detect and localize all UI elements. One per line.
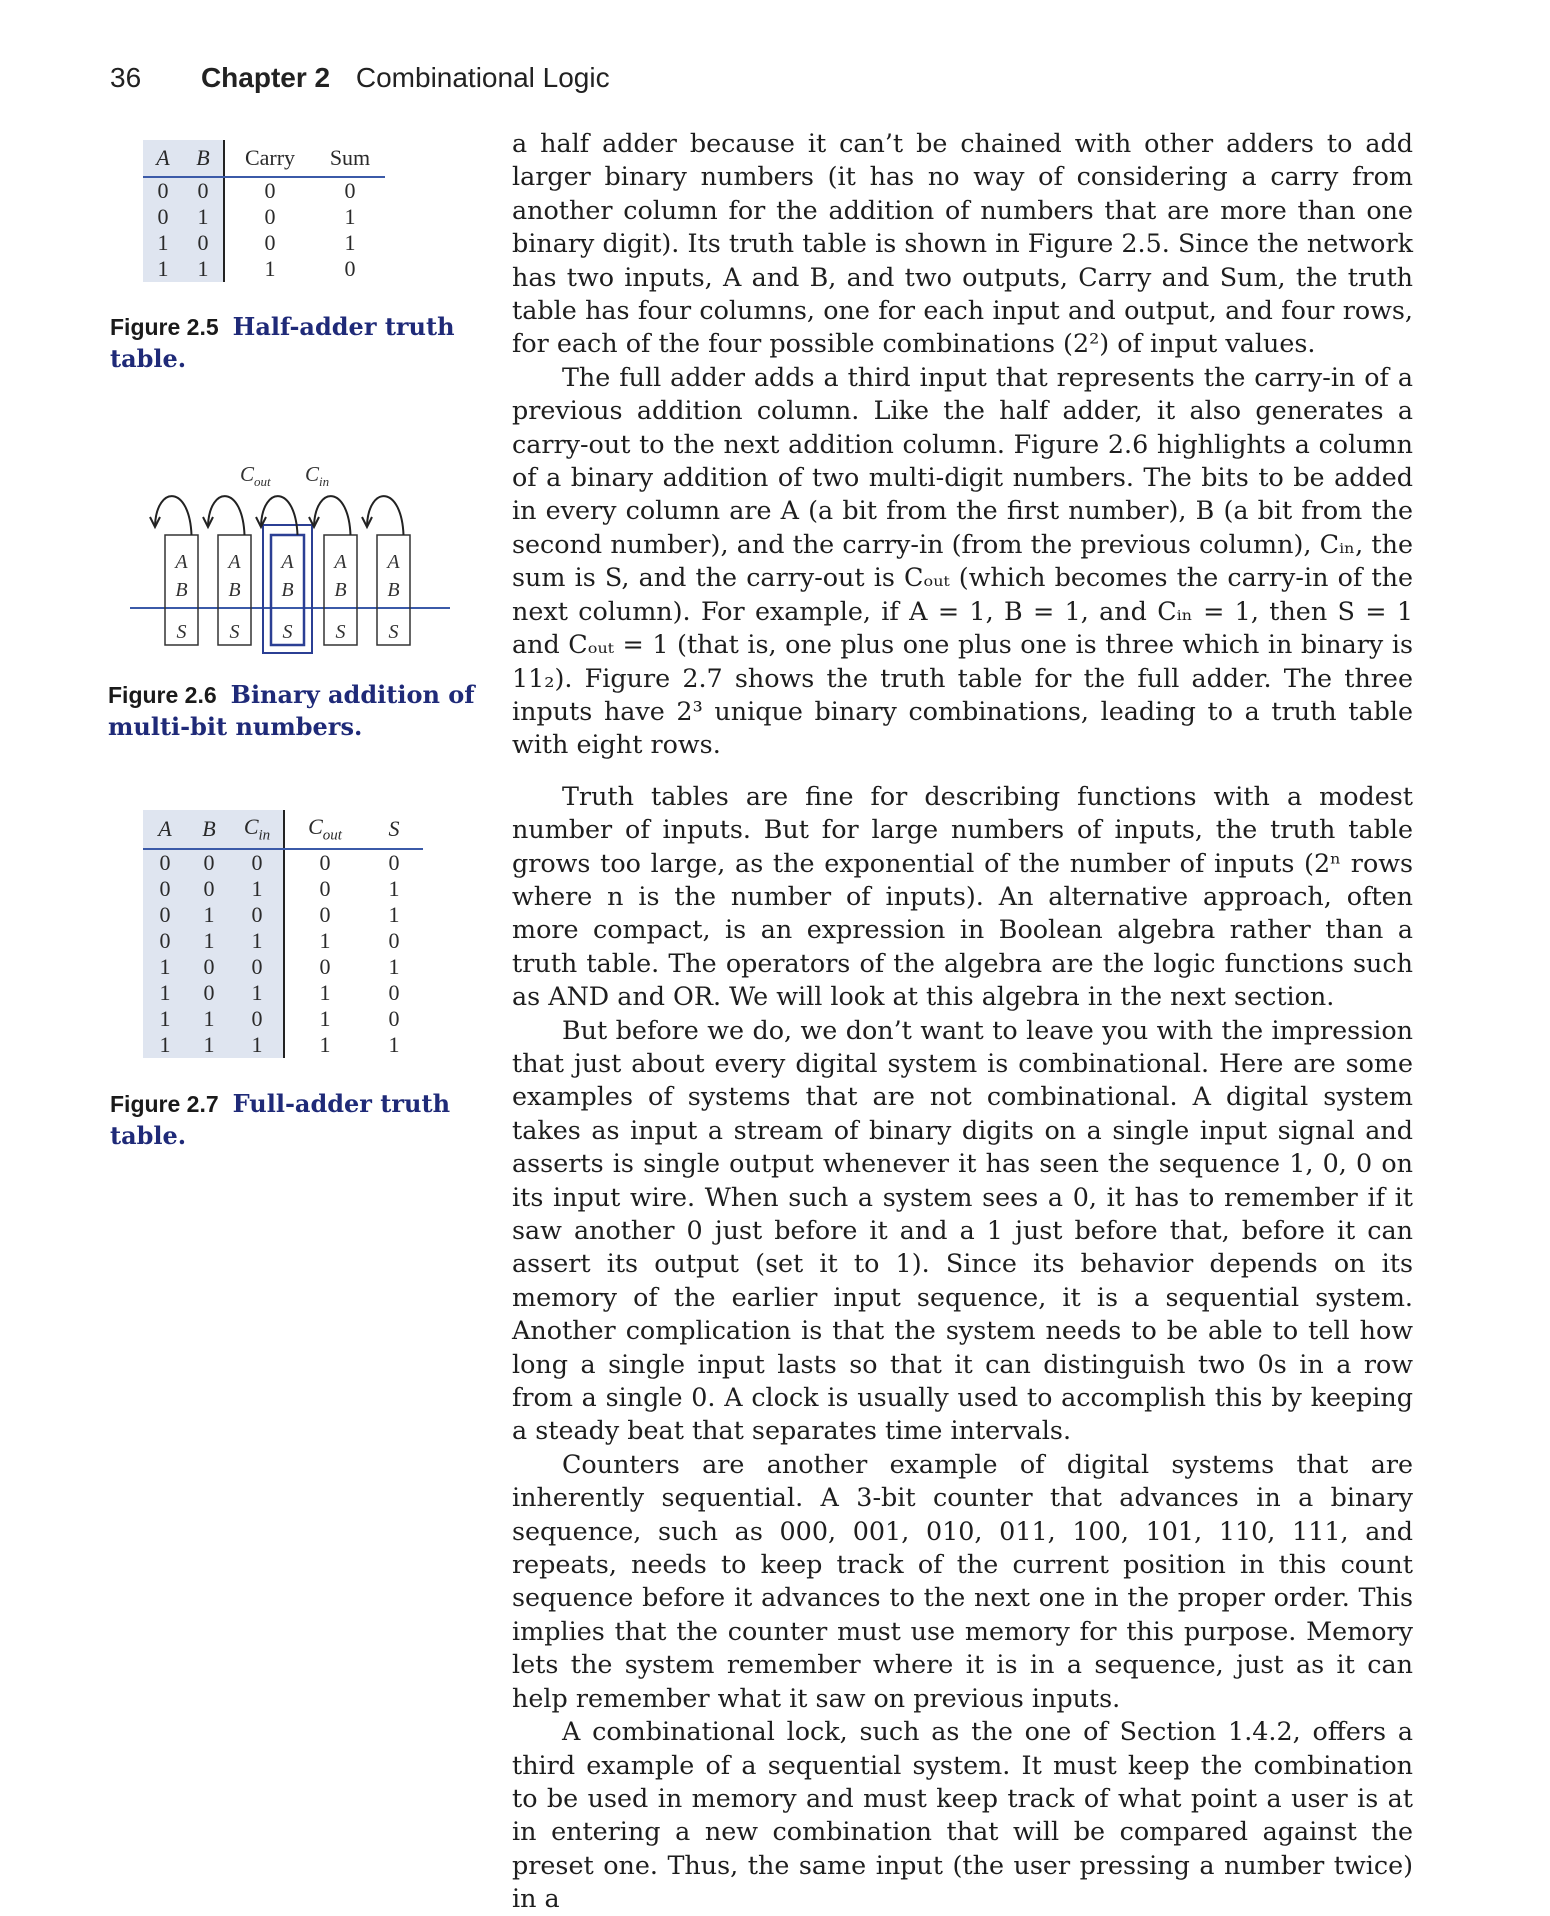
table-row (143, 1006, 423, 1032)
figure-2-6-caption-text: Binary addition of multi-bit numbers. (108, 680, 475, 741)
binary-addition-diagram (130, 455, 460, 670)
table-cell: 1 (388, 1032, 400, 1057)
column-bit-b: B (175, 579, 188, 601)
table-cell: 0 (187, 954, 231, 980)
carry-arrow (261, 496, 298, 535)
table-cell: 0 (388, 1006, 400, 1031)
column-bit-a: A (228, 551, 241, 573)
table-row (143, 849, 423, 876)
page-number: 36 (110, 62, 142, 93)
column-bit-b: B (387, 579, 400, 601)
table-cell: 1 (183, 204, 224, 230)
table-cell: 1 (284, 980, 365, 1006)
chapter-label: Chapter 2 (200, 62, 331, 93)
table-cell: 0 (231, 902, 284, 928)
table-cell: 0 (388, 928, 400, 953)
table-cell: 0 (284, 849, 365, 876)
cout-label: $C_{out}$ (240, 462, 271, 489)
table-cell: 1 (388, 954, 400, 979)
table-cell: 1 (187, 1006, 231, 1032)
column-bit-s: S (282, 621, 293, 643)
table-cell: 0 (143, 876, 187, 902)
table-cell: 1 (388, 902, 400, 927)
table-cell: 1 (143, 980, 187, 1006)
table-cell: 1 (143, 256, 183, 282)
figure-2-7-caption-text: Full-adder truth table. (110, 1089, 451, 1150)
table-cell: 0 (224, 204, 315, 230)
table-cell: 1 (187, 928, 231, 954)
column-bit-a: A (175, 551, 188, 573)
table-cell: 0 (284, 902, 365, 928)
column-bit-b: B (334, 579, 347, 601)
table-cell: 1 (143, 954, 187, 980)
table-cell: 1 (231, 928, 284, 954)
table-cell: 0 (143, 204, 183, 230)
table-cell: 0 (183, 230, 224, 256)
carry-arrow (367, 496, 404, 535)
table-row (143, 256, 385, 282)
paragraph-1: a half adder because it can’t be chained with other adders to add larger binary numbers (it has no way of considering a carry from another column for the addition of numbers that are more than one binary digit). Its truth table is shown in Figure 2.5. Since the network has two inputs, A and B, and two outputs, Carry and Sum, the truth table has four columns, one for each input and output, and four rows, for each of the four possible combinations (2²) of input values. (512, 128, 1413, 359)
column-bit-a: A (334, 551, 347, 573)
header-sum: Sum (315, 140, 385, 177)
table-cell: 0 (143, 902, 187, 928)
column-bit-s: S (229, 621, 240, 643)
body-text (512, 127, 1413, 1916)
header-a: A (143, 140, 183, 177)
paragraph-6: A combinational lock, such as the one of Section 1.4.2, offers a third example of a sequential system. It must keep the combination to be used in memory and must keep track of what point a user is at in entering a new combination that will be compared against the preset one. Thus, the same input (the user pressing a number twice) in a (512, 1716, 1413, 1914)
figure-2-6-label: Figure 2.6 (108, 682, 217, 708)
table-row (143, 177, 385, 204)
table-cell: 0 (187, 876, 231, 902)
figure-2-5-label: Figure 2.5 (110, 314, 219, 340)
header-s: S (365, 810, 423, 849)
cin-label: $C_{in}$ (305, 462, 330, 489)
table-cell: 0 (231, 1006, 284, 1032)
figure-2-7-label: Figure 2.7 (110, 1091, 219, 1117)
running-header (110, 62, 610, 94)
table-cell: 0 (388, 980, 400, 1005)
table-cell: 1 (344, 204, 356, 229)
header-carry: Carry (224, 140, 315, 177)
table-cell: 0 (224, 177, 315, 204)
table-cell: 1 (284, 1032, 365, 1058)
table-row (143, 876, 423, 902)
header-b: B (187, 810, 231, 849)
header-b: B (183, 140, 224, 177)
paragraph-2: The full adder adds a third input that represents the carry-in of a previous addition column. Like the half adder, it also generates a carry-out to the next addition column. Figure 2.6 highlights a column of a binary addition of two multi-digit numbers. The bits to be added in every column are A (a bit from the first number), B (a bit from the second number), and the carry-in (from the previous column), Cᵢₙ, the sum is S, and the carry-out is Cₒᵤₜ (which becomes the carry-in of the next column). For example, if A = 1, B = 1, and Cᵢₙ = 1, then S = 1 and Cₒᵤₜ = 1 (that is, one plus one plus one is three which in binary is 11₂). Figure 2.7 shows the truth table for the full adder. The three inputs have 2³ unique binary combinations, leading to a truth table with eight rows. (512, 361, 1413, 760)
header-cout: $C_{out}$ (284, 810, 365, 849)
paragraph-5: Counters are another example of digital systems that are inherently sequential. A 3-bit counter that advances in a binary sequence, such as 000, 001, 010, 011, 100, 101, 110, 111, and repeats, needs to keep track of the current position in this count sequence before it advances to the next one in the proper order. This implies that the counter must use memory for this purpose. Memory lets the system remember where it is in a sequence, just as it can help remember what it saw on previous inputs. (512, 1448, 1413, 1713)
paragraph-3: Truth tables are fine for describing functions with a modest number of inputs. But for large numbers of inputs, the truth table grows too large, as the exponential of the number of inputs (2ⁿ rows where n is the number of inputs). An alternative approach, often more compact, is an expression in Boolean algebra rather than a truth table. The operators of the algebra are the logic functions such as AND and OR. We will look at this algebra in the next section. (512, 780, 1413, 1012)
half-adder-truth-table (143, 140, 385, 282)
table-row (143, 954, 423, 980)
column-bit-b: B (228, 579, 241, 601)
table-cell: 0 (224, 230, 315, 256)
paragraph-4: But before we do, we don’t want to leave you with the impression that just about every digital system is combinational. Here are some examples of systems that are not combinational. A digital system takes as input a stream of binary digits on a single input signal and asserts is single output whenever it has seen the sequence 1, 0, 0 on its input wire. When such a system sees a 0, it has to remember if it saw another 0 just before it and a 1 just before that, before it can assert its output (set it to 1). Since its behavior depends on its memory of the earlier input sequence, it is a sequential system. Another complication is that the system needs to be able to tell how long a single input lasts so that it can distinguish two 0s in a row from a single 0. A clock is usually used to accomplish this by keeping a steady beat that separates time intervals. (512, 1014, 1413, 1446)
table-cell: 1 (284, 1006, 365, 1032)
table-row (143, 980, 423, 1006)
chapter-title: Combinational Logic (355, 62, 610, 93)
figure-2-5-caption (110, 311, 460, 374)
carry-arrow (155, 496, 192, 535)
table-cell: 1 (183, 256, 224, 282)
column-bit-s: S (388, 621, 399, 643)
table-cell: 0 (187, 980, 231, 1006)
figure-2-5-caption-text: Half-adder truth table. (110, 312, 455, 373)
carry-arrow (208, 496, 245, 535)
table-cell: 1 (388, 876, 400, 901)
column-bit-s: S (176, 621, 187, 643)
table-cell: 0 (284, 954, 365, 980)
table-header-row (143, 140, 385, 177)
table-cell: 1 (231, 1032, 284, 1058)
table-cell: 1 (187, 902, 231, 928)
column-bit-a: A (281, 551, 294, 573)
column-bit-b: B (281, 579, 294, 601)
table-cell: 0 (344, 178, 356, 203)
header-a: A (143, 810, 187, 849)
table-cell: 1 (344, 230, 356, 255)
table-cell: 1 (143, 1032, 187, 1058)
table-row (143, 1032, 423, 1058)
table-cell: 1 (143, 230, 183, 256)
table-cell: 1 (231, 876, 284, 902)
table-header-row (143, 810, 423, 849)
table-cell: 0 (284, 876, 365, 902)
header-cin: $C_{in}$ (231, 810, 284, 849)
column-bit-s: S (335, 621, 346, 643)
table-cell: 1 (231, 980, 284, 1006)
table-cell: 0 (143, 177, 183, 204)
carry-arrow (314, 496, 351, 535)
table-cell: 1 (143, 1006, 187, 1032)
column-bit-a: A (387, 551, 400, 573)
table-row (143, 204, 385, 230)
figure-2-7-caption (110, 1088, 460, 1151)
table-cell: 0 (344, 256, 356, 281)
table-cell: 0 (143, 849, 187, 876)
table-cell: 0 (231, 849, 284, 876)
table-row (143, 230, 385, 256)
table-cell: 1 (284, 928, 365, 954)
table-cell: 0 (143, 928, 187, 954)
table-cell: 1 (224, 256, 315, 282)
table-cell: 0 (388, 850, 400, 875)
full-adder-truth-table (143, 810, 423, 1058)
figure-2-6-caption (108, 679, 478, 742)
table-cell: 1 (187, 1032, 231, 1058)
table-row (143, 902, 423, 928)
table-cell: 0 (183, 177, 224, 204)
table-row (143, 928, 423, 954)
table-cell: 0 (231, 954, 284, 980)
table-cell: 0 (187, 849, 231, 876)
